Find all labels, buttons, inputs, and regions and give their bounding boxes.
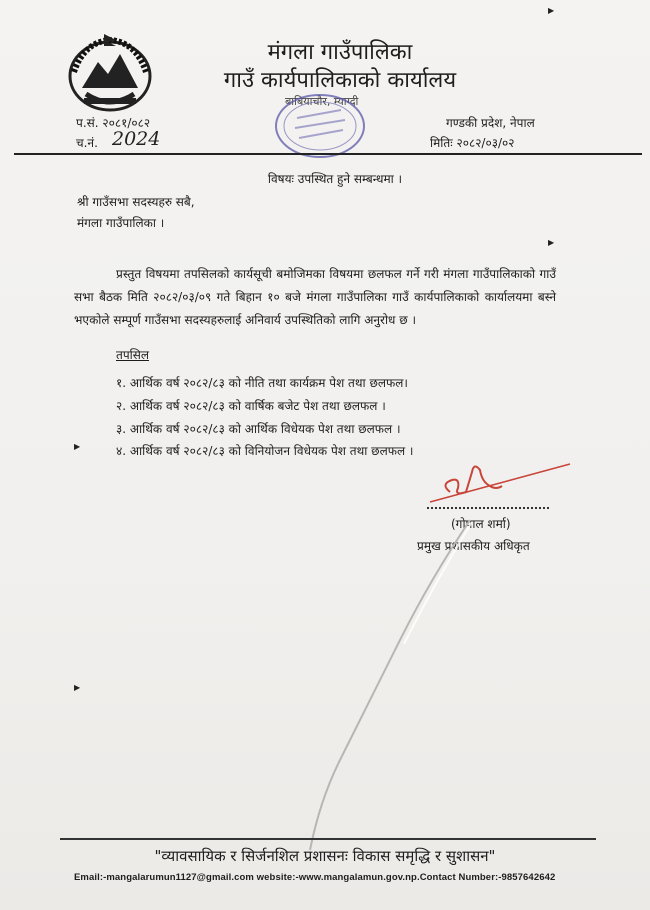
agenda-item: २. आर्थिक वर्ष २०८२/८३ को वार्षिक बजेट पेश तथा छलफल । [116, 399, 386, 413]
office-address: बाबियाचौर, म्याग्दी [285, 95, 359, 108]
body-paragraph: प्रस्तुत विषयमा तपसिलको कार्यसूची बमोजिमका विषयमा छलफल गर्ने गरी मंगला गाउँपालिकाको गाउँ सभा बैठक मिति २०८२/०३/०९ गते बिहान १० बजे मंगला गाउँपालिका गाउँ कार्यपालिकाको कार्यालयमा बस्ने भएकोले सम्पूर्ण गाउँसभा सदस्यहरुलाई अनिवार्य उपस्थितिको लागि अनुरोध छ । [74, 267, 556, 327]
scan-mark-icon: ▶ [74, 442, 81, 451]
agenda-item: ३. आर्थिक वर्ष २०८२/८३ को आर्थिक विधेयक पेश तथा छलफल । [116, 422, 401, 436]
motto: "व्यावसायिक र सिर्जनशिल प्रशासनः विकास समृद्धि र सुशासन" [154, 847, 496, 865]
province: गण्डकी प्रदेश, नेपाल [446, 116, 535, 130]
org-name-line1: मंगला गाउँपालिका [267, 40, 413, 65]
chalani-number: 2024 [112, 128, 161, 150]
recipient-line1: श्री गाउँसभा सदस्यहरु सबै, [77, 195, 195, 209]
recipient-line2: मंगला गाउँपालिका । [77, 216, 165, 230]
scan-mark-icon: ▶ [548, 6, 555, 15]
tapsil-heading: तपसिल [116, 348, 150, 362]
agenda-item: ४. आर्थिक वर्ष २०८२/८३ को विनियोजन विधेयक पेश तथा छलफल । [116, 444, 414, 458]
signatory-name: (गोपाल शर्मा) [451, 517, 511, 531]
letter-date: मितिः २०८२/०३/०२ [430, 136, 515, 150]
footer-divider [60, 838, 596, 840]
signatory-title: प्रमुख प्रशासकीय अधिकृत [417, 539, 530, 553]
agenda-item: १. आर्थिक वर्ष २०८२/८३ को नीति तथा कार्यक्रम पेश तथा छलफल। [116, 376, 408, 390]
org-name-line2: गाउँ कार्यपालिकाको कार्यालय [223, 68, 457, 93]
chalani-label: च.नं. [76, 136, 98, 150]
scan-mark-icon: ▶ [548, 238, 555, 247]
scan-mark-icon: ▶ [74, 683, 81, 692]
contact-footer: Email:-mangalarumun1127@gmail.com website:-www.mangalamun.gov.np.Contact Number:-9857642642 [74, 872, 556, 883]
patra-sankhya: प.सं. २०८१/०८२ [76, 116, 151, 130]
letter-subject: विषयः उपस्थित हुने सम्बन्धमा । [267, 172, 403, 186]
